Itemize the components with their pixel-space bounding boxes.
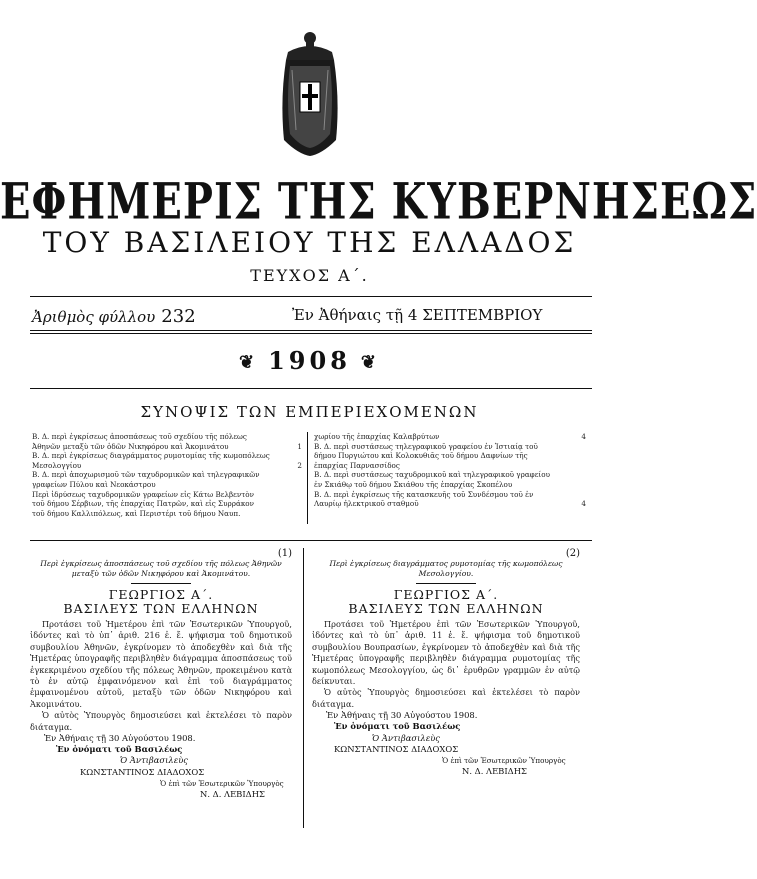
contents-entry-text: Β. Δ. περὶ ἐγκρίσεως τῆς κατασκευῆς τοῦ Συνδέσμου τοῦ ἐν — [314, 489, 534, 499]
decree-2 — [312, 548, 580, 777]
contents-entry — [32, 509, 302, 519]
year-banner — [0, 346, 619, 375]
decree-number: (1) — [277, 548, 292, 559]
sheet-number-line — [32, 306, 196, 327]
contents-entry — [314, 490, 586, 500]
contents-entry — [32, 442, 302, 452]
in-name-of-king: Ἐν ὀνόματι τοῦ Βασιλέως — [334, 721, 461, 732]
year: 1908 — [268, 346, 351, 375]
contents-entry — [32, 499, 302, 509]
kingdom-subtitle: ΤΟΥ ΒΑΣΙΛΕΙΟΥ ΤΗΣ ΕΛΛΑΔΟΣ — [42, 226, 577, 259]
contents-entry — [314, 461, 586, 471]
divider — [30, 540, 592, 541]
contents-entry-text: γραφείων Πύλου καὶ Νεοκάστρου — [32, 479, 156, 489]
contents-entry-page — [576, 451, 586, 461]
divider — [416, 583, 476, 584]
contents-entry-text: χωρίου τῆς ἐπαρχίας Καλαβρύτων — [314, 432, 440, 441]
decree-closing: Ὁ αὐτὸς Ὑπουργὸς δημοσιεύσει καὶ ἐκτελέσει τὸ παρὸν διάταγμα. — [30, 710, 292, 732]
contents-left-column — [32, 432, 302, 518]
decree-subject: Περὶ ἐγκρίσεως ἀποσπάσεως τοῦ σχεδίου τῆς πόλεως Ἀθηνῶν μεταξὺ τῶν ὁδῶν Νικηφόρου καὶ Ἀκομινάτου. — [40, 559, 282, 578]
contents-entry-page: 2 — [297, 460, 302, 470]
column-divider — [307, 432, 308, 524]
contents-entry — [314, 480, 586, 490]
contents-entry-text: ἐπαρχίας Παρνασσίδος — [314, 460, 400, 470]
contents-heading: ΣΥΝΟΨΙΣ ΤΩΝ ΕΜΠΕΡΙΕΧΟΜΕΝΩΝ — [140, 403, 479, 421]
floral-ornament-icon: ❦ — [239, 352, 259, 373]
contents-entry-page — [576, 442, 586, 452]
king-title: ΒΑΣΙΛΕΥΣ ΤΩΝ ΕΛΛΗΝΩΝ — [63, 601, 259, 616]
divider — [30, 333, 592, 334]
gazette-title: ΕΦΗΜΕΡΙΣ ΤΗΣ ΚΥΒΕΡΝΗΣΕΩΣ — [0, 172, 757, 231]
contents-entry-text: Β. Δ. περὶ ἐγκρίσεως διαγράμματος ρυμοτομίας τῆς κωμοπόλεως — [32, 451, 270, 461]
contents-entry — [314, 451, 586, 461]
regent-name: ΚΩΝΣΤΑΝΤΙΝΟΣ ΔΙΑΔΟΧΟΣ — [334, 743, 459, 754]
contents-entry-page — [292, 509, 302, 519]
minister-title: Ὁ ἐπὶ τῶν Ἐσωτερικῶν Ὑπουργὸς — [160, 778, 284, 788]
regent-name: ΚΩΝΣΤΑΝΤΙΝΟΣ ΔΙΑΔΟΧΟΣ — [80, 766, 205, 777]
contents-entry — [314, 470, 586, 480]
contents-entry-text: τοῦ δήμου Σέρβιων, τῆς ἐπαρχίας Πατρῶν, καὶ εἰς Συρράκον — [32, 499, 255, 509]
contents-entry — [32, 432, 302, 442]
king-title: ΒΑΣΙΛΕΥΣ ΤΩΝ ΕΛΛΗΝΩΝ — [348, 601, 544, 616]
contents-entry-page: 4 — [581, 499, 586, 509]
regent-label: Ὁ Ἀντιβασιλεὺς — [372, 732, 440, 743]
contents-entry-text: δήμου Πυργιώτου καὶ Κολοκυθιᾶς τοῦ δήμου Δαφνίων τῆς — [314, 451, 528, 461]
contents-entry — [32, 470, 302, 480]
divider — [30, 388, 592, 389]
decree-date: Ἐν Ἀθήναις τῇ 30 Αὐγούστου 1908. — [44, 733, 196, 744]
contents-entry-page — [576, 461, 586, 471]
contents-entry-text: Ἀθηνῶν μεταξὺ τῶν ὁδῶν Νικηφόρου καὶ Ἀκομινάτου — [32, 441, 229, 451]
sheet-label: Ἀριθμὸς φύλλου — [32, 308, 156, 326]
contents-entry-text: Β. Δ. περὶ ἐγκρίσεως ἀποσπάσεως τοῦ σχεδίου τῆς πόλεως — [32, 432, 247, 441]
decree-number: (2) — [565, 548, 580, 559]
contents-entry-text: Β. Δ. περὶ ἀποχωρισμοῦ τῶν ταχυδρομικῶν καὶ τηλεγραφικῶν — [32, 470, 260, 480]
floral-ornament-icon: ❦ — [360, 352, 380, 373]
contents-entry — [32, 490, 302, 500]
decree-body: Προτάσει τοῦ Ἡμετέρου ἐπὶ τῶν Ἐσωτερικῶν Ὑπουργοῦ, ἰδόντες καὶ τὸ ὑπ᾽ ἀριθ. 216 ἐ. ἔ. ψήφισμα τοῦ δημοτικοῦ συμβουλίου Ἀθηνῶν, ἐγκρίνομεν τὸ ἀποδεχθὲν καὶ διὰ τῆς Ἡμετέρας ὑπογραφῆς περιβληθὲν διάγραμμα ἀποσπάσεως τοῦ ἐγκεκριμένου σχεδίου τῆς πόλεως Ἀθηνῶν, προκειμένου κατὰ τὸ ἐν αὐτῷ ἐμφαινόμενον καὶ ἐπὶ τοῦ διαγράμματος ἐμφαινομένου αὐτοῦ, μεταξὺ τῶν ὁδῶν Νικηφόρου καὶ Ἀκομινάτου. — [30, 619, 292, 709]
contents-entry-text: Περὶ ἱδρύσεως ταχυδρομικῶν γραφείων εἰς Κάτω Βελβεντὸν — [32, 489, 254, 499]
contents-entry-page — [292, 432, 302, 442]
contents-entry-text: ἐν Σκιάθῳ τοῦ δήμου Σκιάθου τῆς ἐπαρχίας Σκοπέλου — [314, 479, 513, 489]
decree-body: Προτάσει τοῦ Ἡμετέρου ἐπὶ τῶν Ἐσωτερικῶν Ὑπουργοῦ, ἰδόντες καὶ τὸ ὑπ᾽ ἀριθ. 11 ἐ. ἔ. ψήφισμα τοῦ δημοτικοῦ συμβουλίου Βουπρασίων, ἐγκρίνομεν τὸ ἀποδεχθὲν καὶ διὰ τῆς Ἡμετέρας ὑπογραφῆς περιβληθὲν διάγραμμα ρυμοτομίας τῆς κωμοπόλεως Μεσολογγίου, ὡς δι᾽ ἐρυθρῶν γραμμῶν ἐν αὐτῷ δείκνυται. — [312, 619, 580, 687]
decree-subject: Περὶ ἐγκρίσεως διαγράμματος ρυμοτομίας τῆς κωμοπόλεως Μεσολογγίου. — [329, 559, 563, 578]
divider — [30, 296, 592, 297]
contents-entry — [32, 480, 302, 490]
decree-date: Ἐν Ἀθήναις τῇ 30 Αὐγούστου 1908. — [326, 710, 478, 721]
contents-entry-text: Λαυρίῳ ἠλεκτρικοῦ σταθμοῦ — [314, 499, 419, 509]
contents-entry-text: Β. Δ. περὶ συστάσεως τηλεγραφικοῦ γραφείου ἐν Ἰστιαίᾳ τοῦ — [314, 441, 538, 451]
contents-entry-text: Μεσολογγίου — [32, 460, 82, 470]
minister-title: Ὁ ἐπὶ τῶν Ἐσωτερικῶν Ὑπουργὸς — [442, 756, 566, 766]
in-name-of-king: Ἐν ὀνόματι τοῦ Βασιλέως — [56, 744, 183, 755]
decree-1 — [30, 548, 292, 800]
contents-entry-text: Β. Δ. περὶ συστάσεως ταχυδρομικοῦ καὶ τηλεγραφικοῦ γραφείου — [314, 470, 550, 480]
regent-label: Ὁ Ἀντιβασιλεὺς — [120, 755, 188, 766]
contents-entry — [32, 461, 302, 471]
contents-entry-page: 1 — [297, 441, 302, 451]
column-divider — [303, 548, 304, 828]
contents-entry-page — [292, 490, 302, 500]
divider — [30, 330, 592, 331]
royal-crest-emblem — [278, 30, 342, 158]
contents-right-column — [314, 432, 586, 509]
contents-entry-page — [292, 499, 302, 509]
sheet-number: 232 — [161, 306, 196, 327]
king-name: ΓΕΩΡΓΙΟΣ Α΄. — [108, 587, 214, 602]
contents-entry — [32, 451, 302, 461]
contents-entry — [314, 442, 586, 452]
contents-entry-text: τοῦ δήμου Καλλιπόλεως, καὶ Περιστέρι τοῦ δήμου Ναυπ. — [32, 508, 241, 518]
contents-entry-page — [576, 490, 586, 500]
issue-series: ΤΕΥΧΟΣ Α΄. — [250, 266, 369, 285]
minister-name: Ν. Δ. ΛΕΒΙΔΗΣ — [200, 789, 265, 800]
contents-entry — [314, 432, 586, 442]
contents-entry — [314, 499, 586, 509]
king-name: ΓΕΩΡΓΙΟΣ Α΄. — [393, 587, 499, 602]
decree-closing: Ὁ αὐτὸς Ὑπουργὸς δημοσιεύσει καὶ ἐκτελέσει τὸ παρὸν διάταγμα. — [312, 687, 580, 709]
contents-entry-page — [576, 470, 586, 480]
issue-date: Ἐν Ἀθήναις τῇ 4 ΣΕΠΤΕΜΒΡΙΟΥ — [292, 306, 543, 324]
contents-entry-page — [576, 480, 586, 490]
contents-entry-page — [292, 470, 302, 480]
minister-name: Ν. Δ. ΛΕΒΙΔΗΣ — [462, 766, 527, 777]
contents-entry-page — [292, 451, 302, 461]
divider — [131, 583, 191, 584]
contents-entry-page: 4 — [581, 432, 586, 441]
contents-entry-page — [292, 480, 302, 490]
